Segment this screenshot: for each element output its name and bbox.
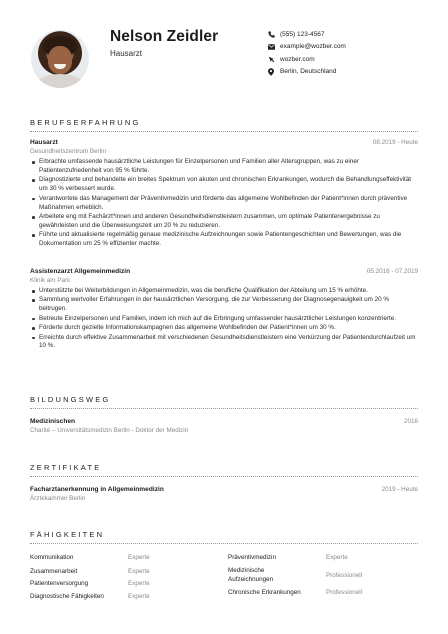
email-icon bbox=[268, 44, 280, 50]
job-bullet: Führte und aktualisierte regelmäßig genaue medizinische Aufzeichnungen sowie Patientengeschichten und Bewertungen, was die Dokumentation um 25 % effizienter machte. bbox=[30, 231, 418, 249]
contact-location bbox=[268, 66, 346, 79]
education-degree: Medizinischen bbox=[30, 418, 76, 425]
section-divider bbox=[30, 131, 418, 132]
job-company: Klinik am Park bbox=[30, 277, 71, 284]
job-bullet: Betreute Einzelpersonen und Familien, indem ich mich auf die Erbringung umfassender hausärztlicher Leistungen konzentrierte. bbox=[30, 315, 418, 324]
section-divider bbox=[30, 543, 418, 544]
contact-phone bbox=[268, 28, 346, 41]
skill-level: Experte bbox=[128, 568, 150, 575]
profile-photo bbox=[31, 30, 89, 88]
skill-name: Medizinische Aufzeichnungen bbox=[228, 567, 274, 583]
candidate-name: Nelson Zeidler bbox=[110, 28, 219, 45]
section-title-experience: BERUFSERFAHRUNG bbox=[30, 118, 141, 127]
contact-list bbox=[268, 28, 346, 78]
job-bullet: Erreichte durch effektive Zusammenarbeit mit verschiedenen Gesundheitsdienstleistern eine Verkürzung der Patientendurchlaufzeit um 10 %. bbox=[30, 334, 418, 352]
link-icon bbox=[268, 56, 280, 63]
job-bullet: Diagnostizierte und behandelte ein breites Spektrum von akuten und chronischen Erkrankungen, wodurch die Behandlungseffektivität um 30 % verbessert wurde. bbox=[30, 176, 418, 194]
contact-email-text: example@wozber.com bbox=[280, 43, 346, 51]
contact-email[interactable] bbox=[268, 41, 346, 54]
job-bullet: Förderte durch gezielte Informationskampagnen das allgemeine Wohlbefinden der Patient*innen um 30 %. bbox=[30, 324, 418, 333]
skill-name: Patientenversorgung bbox=[30, 580, 89, 587]
job-title: Assistenzarzt Allgemeinmedizin bbox=[30, 268, 131, 275]
job-date: 08.2019 - Heute bbox=[372, 139, 418, 146]
contact-website-text: wozber.com bbox=[280, 55, 315, 63]
job-bullet: Sammlung wertvoller Erfahrungen in der hausärztlichen Versorgung, die zur Verbesserung der Diagnosegenauigkeit um 20 % beitrugen. bbox=[30, 296, 418, 314]
skill-level: Experte bbox=[128, 580, 150, 587]
job-bullet: Verantwortete das Management der Präventivmedizin und förderte das allgemeine Wohlbefinden der Patient*innen durch präventive Maßnahmen erheblich. bbox=[30, 195, 418, 213]
job-date: 05.2016 - 07.2019 bbox=[366, 268, 418, 275]
skill-name: Diagnostische Fähigkeiten bbox=[30, 593, 104, 600]
skill-name: Chronische Erkrankungen bbox=[228, 589, 301, 596]
job-bullet: Arbeitete eng mit Fachärzt*innen und anderen Gesundheitsdienstleistern zusammen, um optimale Patientenergebnisse zu gewährleisten und die Überweisungszeit um 20 % zu reduzieren. bbox=[30, 213, 418, 231]
resume-header bbox=[0, 0, 448, 100]
section-title-certificates: ZERTIFIKATE bbox=[30, 463, 102, 472]
contact-website[interactable] bbox=[268, 53, 346, 66]
job-company: Gesundheitszentrum Berlin bbox=[30, 148, 106, 155]
education-date: 2016 bbox=[403, 418, 418, 425]
skill-level: Experte bbox=[128, 554, 150, 561]
skill-level: Experte bbox=[326, 554, 348, 561]
contact-location-text: Berlin, Deutschland bbox=[280, 68, 337, 76]
phone-icon bbox=[268, 31, 280, 38]
candidate-role: Hausarzt bbox=[110, 49, 143, 58]
job-bullet: Unterstützte bei Weiterbildungen in Allgemeinmedizin, was die berufliche Qualifikation der Abteilung um 15 % erhöhte. bbox=[30, 287, 418, 296]
contact-phone-text: (555) 123-4567 bbox=[280, 30, 325, 38]
skill-level: Professionell bbox=[326, 589, 363, 596]
skill-level: Experte bbox=[128, 593, 150, 600]
skill-name: Zusammenarbeit bbox=[30, 568, 78, 575]
certificate-name: Facharztanerkennung in Allgemeinmedizin bbox=[30, 486, 164, 493]
job-bullet-list bbox=[30, 287, 418, 352]
certificate-issuer: Ärztekammer Berlin bbox=[30, 495, 86, 502]
location-icon bbox=[268, 68, 280, 76]
skill-name: Präventivmedizin bbox=[228, 554, 276, 561]
skill-name: Kommunikation bbox=[30, 554, 74, 561]
section-divider bbox=[30, 476, 418, 477]
job-bullet-list bbox=[30, 158, 418, 250]
section-title-skills: FÄHIGKEITEN bbox=[30, 530, 105, 539]
job-title: Hausarzt bbox=[30, 139, 58, 146]
job-bullet: Erbrachte umfassende hausärztliche Leistungen für Einzelpersonen und Familien aller Altersgruppen, was zu einer Patientenzufriedenheit von 95 % führte. bbox=[30, 158, 418, 176]
section-title-education: BILDUNGSWEG bbox=[30, 395, 111, 404]
skill-level: Professionell bbox=[326, 572, 363, 579]
section-divider bbox=[30, 408, 418, 409]
certificate-date: 2019 - Heute bbox=[381, 486, 418, 493]
education-school: Charité – Universitätsmedizin Berlin - Doktor der Medizin bbox=[30, 427, 189, 434]
